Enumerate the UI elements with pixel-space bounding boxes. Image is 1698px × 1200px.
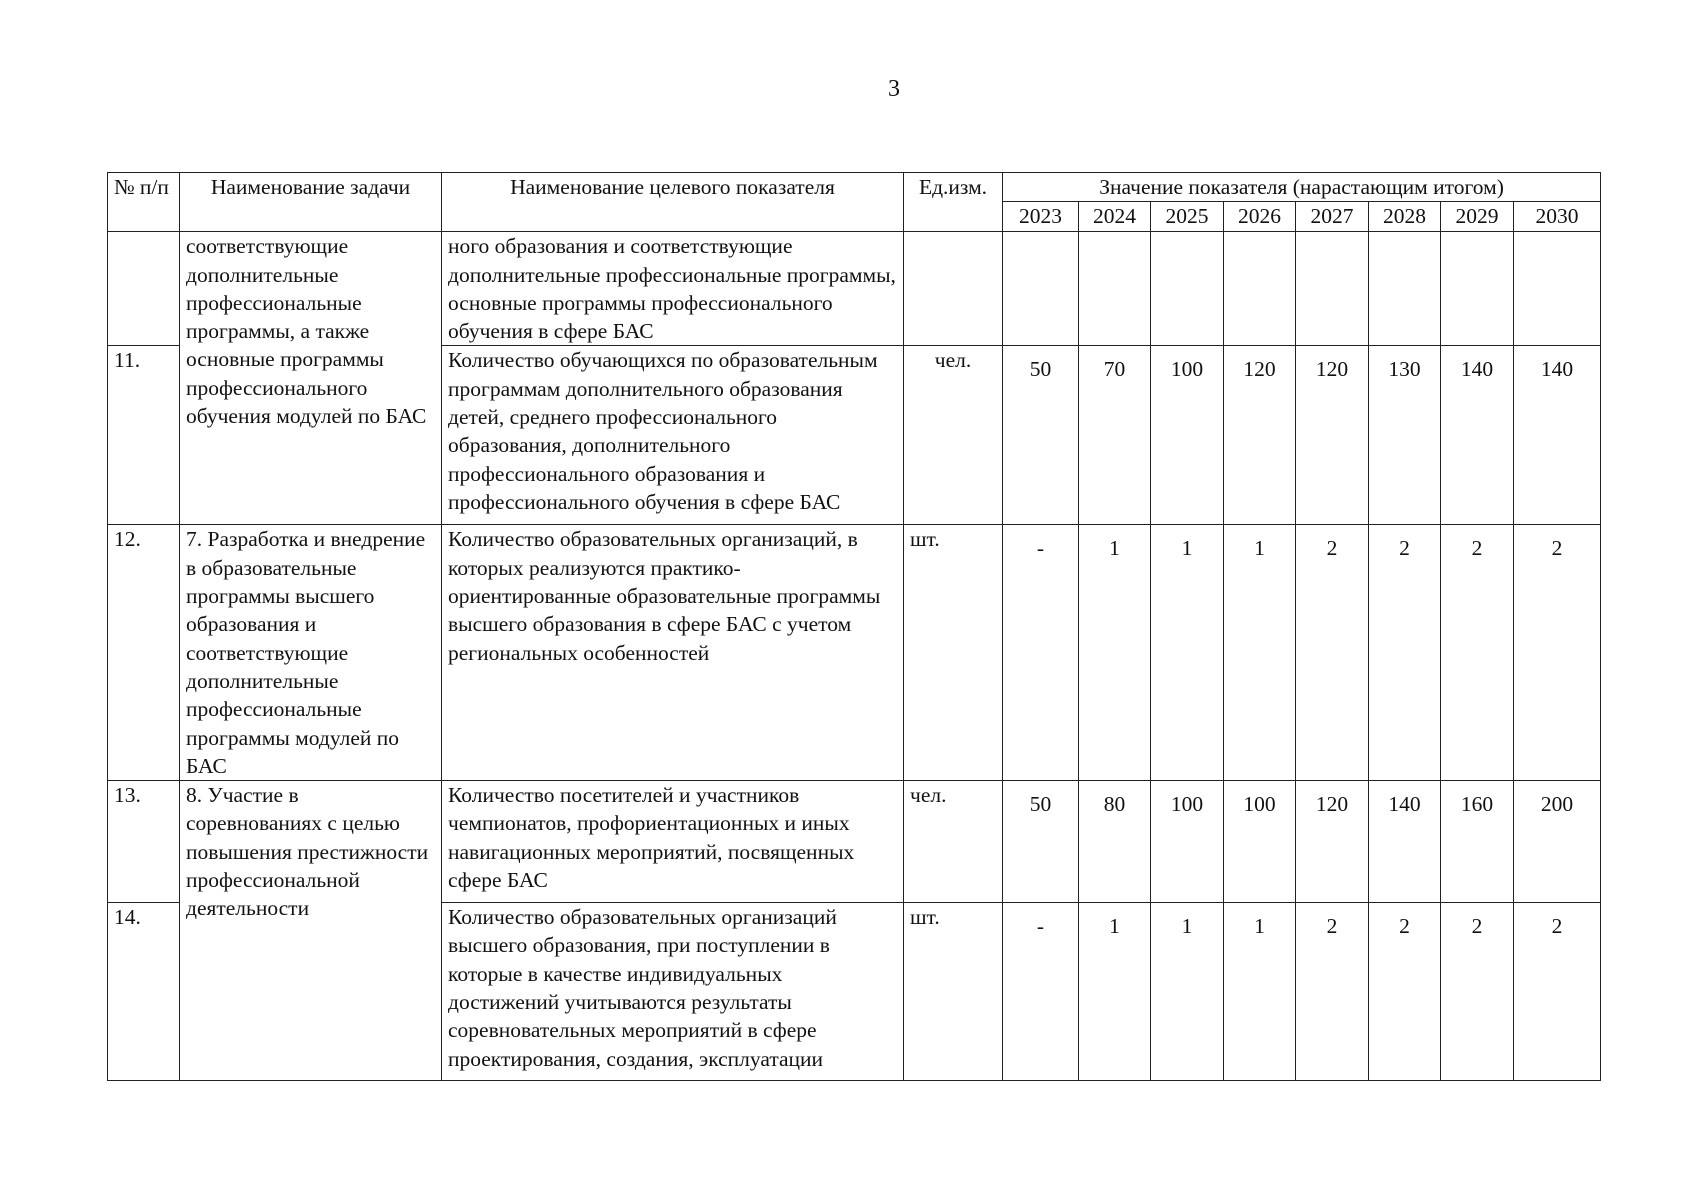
value-cell	[1003, 232, 1079, 346]
value-cell: 50	[1003, 346, 1079, 525]
value-cell: 160	[1441, 781, 1514, 903]
value-cell: 1	[1079, 525, 1151, 781]
value-cell: 2	[1441, 903, 1514, 1081]
indicator-cell: Количество посетителей и участников чемпионатов, профориентационных и иных навигационных мероприятий, посвященных сфере БАС	[442, 781, 904, 903]
indicator-cell: Количество образовательных организаций, в которых реализуются практико-ориентированные образовательные программы высшего образования в сфере БАС с учетом региональных особенностей	[442, 525, 904, 781]
unit-cell	[904, 232, 1003, 346]
value-cell: 200	[1514, 781, 1601, 903]
value-cell: -	[1003, 525, 1079, 781]
value-cell: 2	[1296, 525, 1369, 781]
value-cell	[1079, 232, 1151, 346]
value-cell: -	[1003, 903, 1079, 1081]
page-number: 3	[888, 76, 900, 102]
value-cell	[1514, 232, 1601, 346]
value-cell: 1	[1224, 525, 1296, 781]
value-cell: 140	[1369, 781, 1441, 903]
header-year: 2025	[1151, 202, 1224, 232]
value-cell: 1	[1079, 903, 1151, 1081]
header-task: Наименование задачи	[180, 173, 442, 232]
unit-cell: чел.	[904, 781, 1003, 903]
value-cell: 140	[1441, 346, 1514, 525]
row-num: 13.	[108, 781, 180, 903]
value-cell: 1	[1151, 525, 1224, 781]
table-row	[108, 525, 1601, 781]
header-num: № п/п	[108, 173, 180, 232]
value-cell: 2	[1514, 903, 1601, 1081]
value-cell: 50	[1003, 781, 1079, 903]
row-num: 14.	[108, 903, 180, 1081]
value-cell: 2	[1296, 903, 1369, 1081]
unit-cell: шт.	[904, 903, 1003, 1081]
header-year: 2028	[1369, 202, 1441, 232]
value-cell	[1224, 232, 1296, 346]
value-cell: 100	[1151, 346, 1224, 525]
task-cell: 7. Разработка и внедрение в образовательные программы высшего образования и соответствующие дополнительные профессиональные программы модулей по БАС	[180, 525, 442, 781]
row-num: 11.	[108, 346, 180, 525]
header-year: 2024	[1079, 202, 1151, 232]
value-cell: 130	[1369, 346, 1441, 525]
value-cell	[1151, 232, 1224, 346]
value-cell: 2	[1514, 525, 1601, 781]
value-cell	[1369, 232, 1441, 346]
header-year: 2026	[1224, 202, 1296, 232]
value-cell: 120	[1296, 346, 1369, 525]
value-cell: 1	[1151, 903, 1224, 1081]
unit-cell: чел.	[904, 346, 1003, 525]
header-year: 2023	[1003, 202, 1079, 232]
table-row	[108, 232, 1601, 346]
indicator-cell: Количество обучающихся по образовательным программам дополнительного образования детей, среднего профессионального образования, дополнительного профессионального образования и профессионального обучения в сфере БАС	[442, 346, 904, 525]
value-cell	[1296, 232, 1369, 346]
value-cell: 120	[1296, 781, 1369, 903]
value-cell	[1441, 232, 1514, 346]
value-cell: 1	[1224, 903, 1296, 1081]
value-cell: 140	[1514, 346, 1601, 525]
row-num	[108, 232, 180, 346]
header-year: 2029	[1441, 202, 1514, 232]
header-unit: Ед.изм.	[904, 173, 1003, 232]
row-num: 12.	[108, 525, 180, 781]
indicator-cell: Количество образовательных организаций высшего образования, при поступлении в которые в качестве индивидуальных достижений учитываются результаты соревновательных мероприятий в сфере проектирования, создания, эксплуатации	[442, 903, 904, 1081]
value-cell: 100	[1151, 781, 1224, 903]
header-year: 2030	[1514, 202, 1601, 232]
indicators-table	[107, 172, 1601, 1081]
value-cell: 2	[1369, 903, 1441, 1081]
task-cell: 8. Участие в соревнованиях с целью повышения престижности профессиональной деятельности	[180, 781, 442, 1081]
header-year: 2027	[1296, 202, 1369, 232]
value-cell: 100	[1224, 781, 1296, 903]
header-values-group: Значение показателя (нарастающим итогом)	[1003, 173, 1601, 202]
value-cell: 80	[1079, 781, 1151, 903]
header-indicator: Наименование целевого показателя	[442, 173, 904, 232]
unit-cell: шт.	[904, 525, 1003, 781]
value-cell: 2	[1369, 525, 1441, 781]
indicator-cell: ного образования и соответствующие дополнительные профессиональные программы, основные программы профессионального обучения в сфере БАС	[442, 232, 904, 346]
value-cell: 2	[1441, 525, 1514, 781]
value-cell: 70	[1079, 346, 1151, 525]
value-cell: 120	[1224, 346, 1296, 525]
task-cell: соответствующие дополнительные профессиональные программы, а также основные программы профессионального обучения модулей по БАС	[180, 232, 442, 525]
table-header-row	[108, 173, 1601, 202]
table-row	[108, 781, 1601, 903]
